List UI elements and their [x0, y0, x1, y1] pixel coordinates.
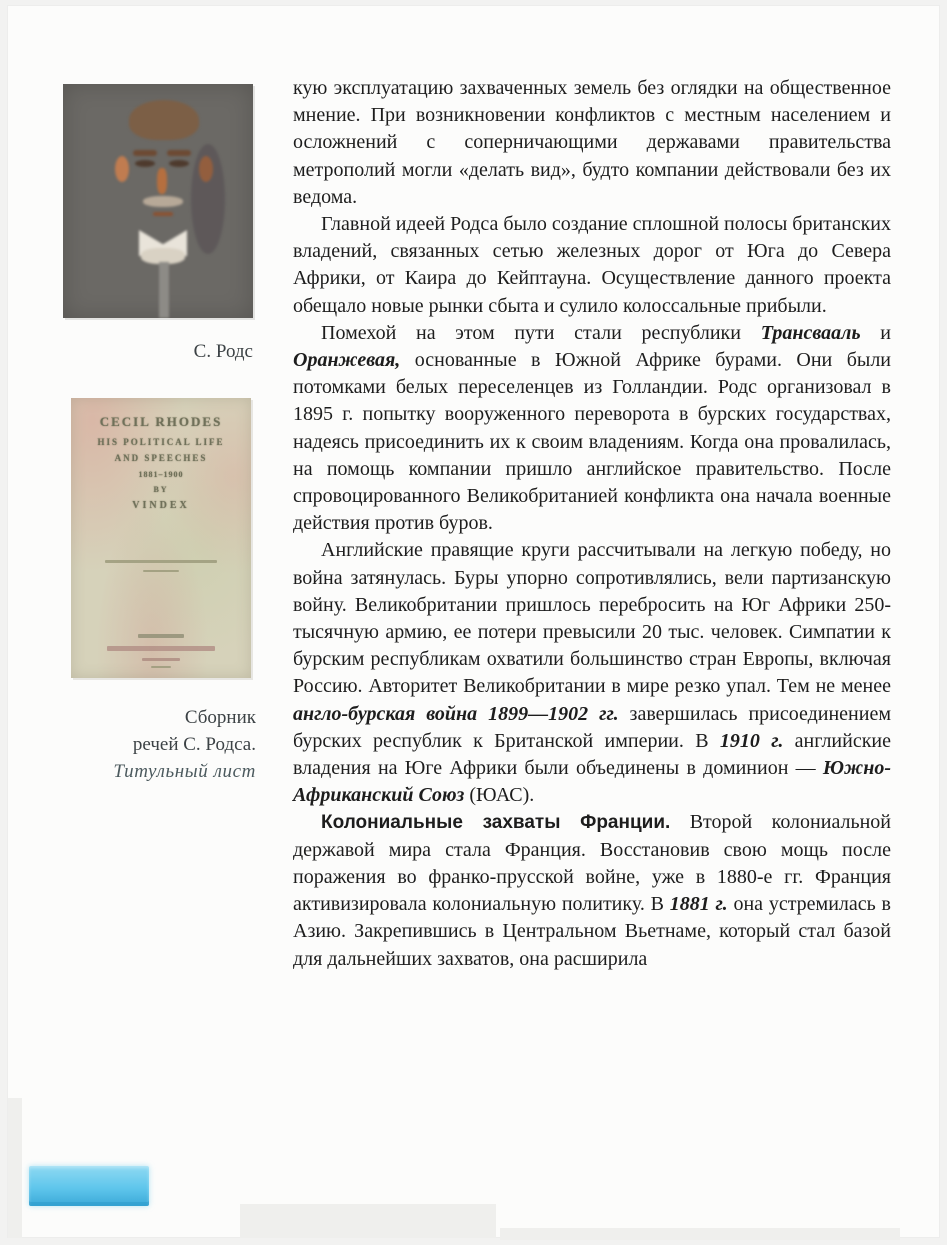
key-term: 1881 г. — [669, 893, 728, 916]
page-corner-tab — [29, 1166, 149, 1206]
key-term: англо-бурская война 1899—1902 гг. — [293, 702, 619, 725]
paragraph — [293, 320, 891, 538]
body-text: Главной идеей Родса было создание сплошной полосы британских владений, связанных сетью железных дорог от Юга до Севера Африки, от Каира до Кейптауна. Осуществление данного проекта обещало новые рынки сбыта и сулило колоссальные прибыли. — [293, 213, 892, 317]
portrait-brow — [167, 150, 191, 156]
portrait-mustache — [143, 196, 183, 207]
book-cover-subtitle: HIS POLITICAL LIFE — [97, 437, 225, 447]
book-caption-italic-line: Титульный лист — [113, 761, 256, 782]
book-cover-imprint-bar — [142, 658, 180, 661]
book-cover-smalltext-bar — [105, 560, 217, 563]
book-caption-line: речей С. Родса. — [132, 734, 256, 755]
paragraph — [293, 211, 891, 320]
key-term: Оранжевая, — [293, 349, 401, 372]
book-cover-dates: 1881–1900 — [138, 470, 184, 479]
body-text: она устремилась в Азию. Закрепившись в Центральном Вьетнаме, который стал базой для дальнейших захватов, она расширила — [293, 893, 891, 970]
book-cover-imprint-bar — [107, 646, 215, 651]
book-caption — [48, 704, 256, 785]
scan-smudge — [8, 1098, 22, 1238]
portrait-eye — [135, 160, 155, 167]
portrait-mouth — [153, 212, 173, 216]
rhodes-portrait-photo — [63, 84, 253, 318]
body-text: и — [860, 321, 892, 344]
book-cover-by: BY — [153, 485, 169, 494]
book-caption-line: Сборник — [184, 707, 256, 728]
body-text: Второй колониальной державой мира стала Франция. Восстановив свою мощь после поражения во франко-прусской войне, уже в 1880-е гг. Франция активизировала колониальную политику. В — [293, 811, 891, 916]
run-in-heading: Колониальные захваты Франции. — [321, 812, 671, 834]
book-cover-imprint-bar — [138, 634, 184, 638]
book-cover-smalltext-bar — [143, 570, 179, 572]
body-text: (ЮАС). — [464, 784, 535, 807]
portrait-brow — [133, 150, 157, 156]
article-text — [293, 75, 891, 973]
portrait-eye — [169, 160, 189, 167]
book-cover-imprint-bar — [151, 666, 171, 668]
key-term: Южно-Африканский Союз — [293, 757, 891, 807]
key-term: Трансвааль — [760, 321, 861, 344]
book-cover-subtitle: AND SPEECHES — [114, 453, 208, 463]
book-cover-image — [71, 398, 251, 678]
portrait-artwork — [63, 84, 253, 318]
portrait-caption: С. Родс — [193, 341, 253, 362]
portrait-shadow — [191, 144, 225, 254]
scan-smudge — [500, 1228, 900, 1240]
body-text: кую эксплуатацию захваченных земель без оглядки на общественное мнение. При возникновении конфликтов с местным населением и осложнений с соперничающими державами правительства метрополий могли «делать вид», будто компании действовали без их ведома. — [293, 77, 891, 208]
textbook-page — [8, 6, 939, 1237]
portrait-nose — [157, 168, 167, 194]
book-cover-title: CECIL RHODES — [99, 414, 223, 429]
body-text: Помехой на этом пути стали республики — [321, 321, 761, 344]
paragraph — [293, 809, 891, 972]
body-text: английские владения на Юге Африки были объединены в доминион — — [293, 729, 891, 780]
paragraph — [293, 537, 891, 809]
body-text: Английские правящие круги рассчитывали на легкую победу, но война затянулась. Буры упорно сопротивлялись, вели партизанскую войну. Великобритании пришлось перебросить на Юг Африки 250-тысячную армию, ее потери превысили 20 тыс. человек. Симпатии к бурским республикам охватили большинство стран Европы, включая Россию. Авторитет Великобритании в мире резко упал. Тем не менее — [293, 539, 891, 698]
portrait-tie — [159, 262, 169, 318]
key-term: 1910 г. — [719, 729, 784, 752]
body-text: завершилась присоединением бурских республик к Британской империи. В — [293, 702, 891, 752]
scan-smudge — [240, 1204, 496, 1238]
book-cover-author: VINDEX — [132, 500, 190, 511]
body-text: основанные в Южной Африке бурами. Они были потомками белых переселенцев из Голландии. Родс организовал в 1895 г. попытку вооруженного переворота в бурских государствах, надеясь присоединить их к своим владениям. Когда она провалилась, на помощь компании пришло английское правительство. После спровоцированного Великобританией конфликта она начала военные действия против буров. — [293, 349, 891, 535]
paragraph — [293, 75, 891, 211]
